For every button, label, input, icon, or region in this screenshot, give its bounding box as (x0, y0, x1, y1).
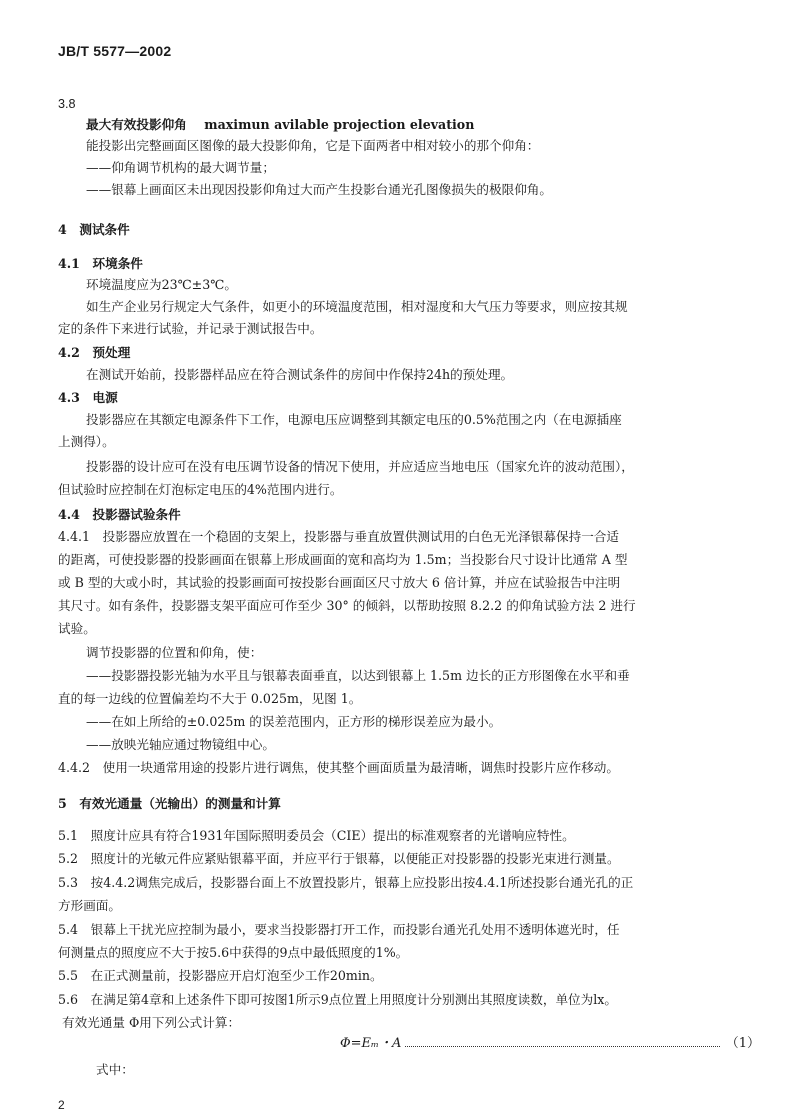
clause-4-2-text: 在测试开始前，投影器样品应在符合测试条件的房间中作保持24h的预处理。 (86, 367, 514, 382)
clause-4-3-text-2b: 但试验时应控制在灯泡标定电压的4%范围内进行。 (58, 482, 343, 497)
term-bullet-2: ——银幕上画面区未出现因投影仰角过大而产生投影台通光孔图像损失的极限仰角。 (86, 182, 552, 197)
clause-4-3-title: 4.3 电源 (58, 390, 118, 405)
clause-4-4-1-text-a: 4.4.1 投影器应放置在一个稳固的支架上，投影器与垂直放置供测试用的白色无光泽银幕保持一合适 (58, 529, 619, 544)
formula: Φ=Eₘ・A (340, 1036, 402, 1051)
term-en: maximun avilable projection elevation (204, 117, 475, 132)
clause-4-4-1-text-e: 试验。 (58, 621, 96, 636)
clause-5-3-text-a: 5.3 按4.4.2调焦完成后，投影器台面上不放置投影片，银幕上应投影出按4.4.1所述投影台通光孔的正 (58, 875, 634, 890)
leader-dots (405, 1046, 719, 1047)
adjust-bullet-3: ——放映光轴应通过物镜组中心。 (86, 737, 275, 752)
clause-5-4-text-a: 5.4 银幕上干扰光应控制为最小，要求当投影器打开工作，而投影台通光孔处用不透明体遮光时，任 (58, 922, 620, 937)
clause-4-1-title: 4.1 环境条件 (58, 256, 143, 271)
standard-header: JB/T 5577—2002 (58, 43, 172, 59)
clause-number-3-8: 3.8 (58, 97, 76, 111)
adjust-bullet-2: ——在如上所给的±0.025m 的误差范围内，正方形的梯形误差应为最小。 (86, 714, 502, 729)
clause-5-4-text-b: 何测量点的照度应不大于按5.6中获得的9点中最低照度的1%。 (58, 945, 409, 960)
adjust-bullet-1a: ——投影器投影光轴为水平且与银幕表面垂直，以达到银幕上 1.5m 边长的正方形图像在水平和垂 (86, 668, 630, 683)
clause-4-4-title: 4.4 投影器试验条件 (58, 507, 181, 522)
clause-4-3-text-1b: 上测得）。 (58, 434, 115, 449)
section-5-title: 5 有效光通量（光输出）的测量和计算 (58, 796, 281, 811)
formula-row (340, 1032, 760, 1051)
clause-4-4-1-text-c: 或 B 型的大或小时，其试验的投影画面可按投影台画面区尺寸放大 6 倍计算，并应在试验报告中注明 (58, 575, 621, 590)
clause-4-1-text-2b: 定的条件下来进行试验，并记录于测试报告中。 (58, 321, 323, 336)
clause-4-4-2-text: 4.4.2 使用一块通常用途的投影片进行调焦，使其整个画面质量为最清晰，调焦时投影片应作移动。 (58, 760, 619, 775)
clause-4-1-text-1: 环境温度应为23℃±3℃。 (86, 277, 237, 292)
clause-5-1-text: 5.1 照度计应具有符合1931年国际照明委员会（CIE）提出的标准观察者的光谱响应特性。 (58, 828, 575, 843)
clause-5-2-text: 5.2 照度计的光敏元件应紧贴银幕平面，并应平行于银幕，以便能正对投影器的投影光束进行测量。 (58, 851, 620, 866)
clause-4-3-text-1a: 投影器应在其额定电源条件下工作，电源电压应调整到其额定电压的0.5%范围之内（在电源插座 (86, 412, 622, 427)
term-definition: 能投影出完整画面区图像的最大投影仰角，它是下面两者中相对较小的那个仰角： (86, 138, 540, 153)
clause-5-3-text-b: 方形画面。 (58, 898, 121, 913)
section-4-title: 4 测试条件 (58, 222, 130, 237)
term-heading (86, 117, 474, 133)
where-label: 式中： (96, 1062, 134, 1077)
formula-intro: 有效光通量 Φ用下列公式计算： (62, 1015, 241, 1030)
clause-4-4-1-text-b: 的距离，可使投影器的投影画面在银幕上形成画面的宽和高均为 1.5m；当投影台尺寸设计比通常 A 型 (58, 552, 628, 567)
clause-4-2-title: 4.2 预处理 (58, 345, 131, 360)
page-number: 2 (58, 1098, 65, 1112)
clause-4-1-text-2a: 如生产企业另行规定大气条件，如更小的环境温度范围，相对湿度和大气压力等要求，则应按其规 (86, 299, 628, 314)
adjust-intro: 调节投影器的位置和仰角，使： (86, 645, 263, 660)
clause-5-5-text: 5.5 在正式测量前，投影器应开启灯泡至少工作20min。 (58, 968, 383, 983)
adjust-bullet-1b: 直的每一边线的位置偏差均不大于 0.025m，见图 1。 (58, 691, 362, 706)
clause-4-3-text-2a: 投影器的设计应可在没有电压调节设备的情况下使用，并应适应当地电压（国家允许的波动范围）， (86, 459, 634, 474)
clause-5-6-text: 5.6 在满足第4章和上述条件下即可按图1所示9点位置上用照度计分别测出其照度读数，单位为lx。 (58, 992, 617, 1007)
term-bullet-1: ——仰角调节机构的最大调节量； (86, 160, 275, 175)
term-cn: 最大有效投影仰角 (86, 117, 187, 132)
formula-number: （1） (725, 1036, 760, 1051)
clause-4-4-1-text-d: 其尺寸。如有条件，投影器支架平面应可作至少 30° 的倾斜，以帮助按照 8.2.2 的仰角试验方法 2 进行 (58, 598, 636, 613)
